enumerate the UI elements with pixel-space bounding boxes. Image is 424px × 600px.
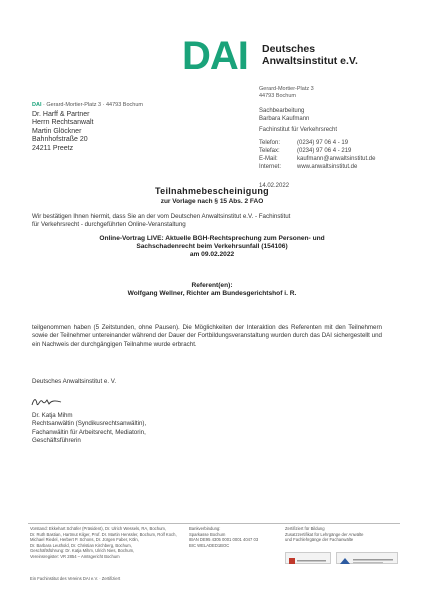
contact-name: Barbara Kaufmann <box>259 116 310 122</box>
signer-line1: Dr. Katja Mihm <box>32 412 73 419</box>
telefon-value: (0234) 97 06 4 - 19 <box>297 140 349 146</box>
telefon-label: Telefon: <box>259 140 281 146</box>
institute-street: Gerard-Mortier-Platz 3 <box>259 86 314 92</box>
email-value[interactable]: kaufmann@anwaltsinstitut.de <box>297 156 376 162</box>
sender-line <box>32 102 143 108</box>
email-row <box>259 155 375 163</box>
footer-bank-line3: IBAN DE95 4305 0001 0001 4047 03 <box>189 537 259 542</box>
dai-logo: DAI <box>182 34 248 78</box>
internet-label: Internet: <box>259 164 282 170</box>
footer-bank-line1: Bankverbindung: <box>189 526 221 531</box>
footer-certification <box>285 526 395 543</box>
institute-name-line2: Anwaltsinstitut e.V. <box>262 55 358 67</box>
event-block <box>0 235 424 260</box>
sachbearbeitung-label: Sachbearbeitung <box>259 108 305 114</box>
certification-badge-1 <box>285 552 331 564</box>
participation-paragraph: teilgenommen haben (5 Zeitstunden, ohne Pausen). Die Möglichkeiten der Interaktion des Referenten mit den Teilnehmern sowie der Teilnehmer untereinander während der Dauer der Fortbildungsveranstaltung wurden durch das DAI sichergestellt und ein Nachweis der durchgängigen Teilnahme wurde erbracht. <box>32 324 382 348</box>
recipient-line5: 24211 Preetz <box>32 144 74 152</box>
recipient-line3: Martin Glöckner <box>32 127 82 135</box>
recipient-address <box>32 111 93 153</box>
footer-board-line2: Dr. Ruth Bastian, Hartmut Kilger, Prof. Dr. Martin Henssler, Bochum, Rolf Koch, <box>30 531 177 537</box>
letter-date: 14.02.2022 <box>259 183 290 189</box>
signer-line4: Geschäftsführerin <box>32 436 81 444</box>
email-label: E-Mail: <box>259 156 278 162</box>
signature-scribble <box>30 395 64 409</box>
intro-text <box>32 213 392 230</box>
telefax-value: (0234) 97 06 4 - 219 <box>297 148 352 154</box>
footer-cert-line2: Zusatzzertifikat für Lehrgänge der Anwälte <box>285 531 364 537</box>
footer-cert-line3: und Fachlehrgänge der Fachanwälte <box>285 537 354 542</box>
internet-value[interactable]: www.anwaltsinstitut.de <box>297 164 358 170</box>
event-line2: Sachschadenrecht beim Verkehrsunfall (154106) <box>136 243 288 251</box>
footer-board-line4: Dr. Barbara Leuthold, Dr. Christian Kirchberg, Bochum, <box>30 542 132 548</box>
telefon-row <box>259 139 375 147</box>
certification-badge-2 <box>336 552 398 564</box>
closing-org: Deutsches Anwaltsinstitut e. V. <box>32 378 117 385</box>
zert-logo-icon <box>337 556 397 566</box>
referent-block <box>0 282 424 298</box>
footer-bank <box>189 526 261 548</box>
intro-line1: Wir bestätigen Ihnen hiermit, dass Sie an der vom Deutschen Anwaltsinstitut e.V. - Fachinstitut <box>32 213 291 220</box>
sender-text: · Gerard-Mortier-Platz 3 · 44793 Bochum <box>43 102 143 108</box>
contact-dept: Fachinstitut für Verkehrsrecht <box>259 127 338 133</box>
sender-brand: DAI <box>32 102 42 108</box>
institute-name-line1: Deutsches <box>262 43 316 55</box>
event-date: am 09.02.2022 <box>189 251 235 259</box>
recipient-line2: Herrn Rechtsanwalt <box>32 119 94 127</box>
footer-bottom-line: Ein Fachinstitut des Vereins DAI e.V. · Zertifiziert <box>30 576 121 581</box>
referent-name: Wolfgang Wellner, Richter am Bundesgerichtshof i. R. <box>127 290 297 298</box>
document-title: Teilnahmebescheinigung <box>155 186 269 196</box>
signer-line3: Fachanwältin für Arbeitsrecht, Mediatorin, <box>32 428 146 436</box>
footer-cert-line1: Zertifiziert für Bildung <box>285 526 325 531</box>
telefax-row <box>259 147 375 155</box>
contact-block <box>259 107 375 190</box>
footer-board-line1: Vorstand: Ekkehart Schäfer (Präsident), Dr. Ulrich Wessels, RA, Bochum, <box>30 526 167 531</box>
footer-divider <box>28 523 400 524</box>
internet-row <box>259 163 375 171</box>
cert-logo-icon <box>286 556 330 566</box>
event-line1: Online-Vortrag LIVE: Aktuelle BGH-Rechtsprechung zum Personen- und <box>99 235 325 242</box>
telefax-label: Telefax: <box>259 148 280 154</box>
footer-board-line5: Geschäftsführung: Dr. Katja Mihm, Ulrich Nies, Bochum, <box>30 548 135 553</box>
signer-line2: Rechtsanwältin (Syndikusrechtsanwältin), <box>32 420 147 428</box>
institute-name <box>262 43 358 67</box>
footer-board <box>30 526 180 559</box>
signer-block <box>32 412 146 445</box>
footer-board-line6: Vereinsregister: VR 2854 – Amtsgericht Bochum <box>30 553 120 559</box>
institute-address <box>259 86 314 100</box>
recipient-line1: Dr. Harff & Partner <box>32 111 90 118</box>
footer-board-line3: Michael Riedel, Herbert P. Schons, Dr. Jürgen Faber, Köln, <box>30 537 139 542</box>
recipient-line4: Bahnhofstraße 20 <box>32 136 88 144</box>
referent-label: Referent(en): <box>191 282 233 289</box>
footer-bank-line2: Sparkasse Bochum <box>189 531 226 537</box>
intro-line2: für Verkehrsrecht - durchgeführten Online-Veranstaltung <box>32 221 186 229</box>
institute-city: 44793 Bochum <box>259 93 296 99</box>
document-subtitle: zur Vorlage nach § 15 Abs. 2 FAO <box>160 198 264 205</box>
footer-bank-line4: BIC WELADED1BOC <box>189 542 230 548</box>
